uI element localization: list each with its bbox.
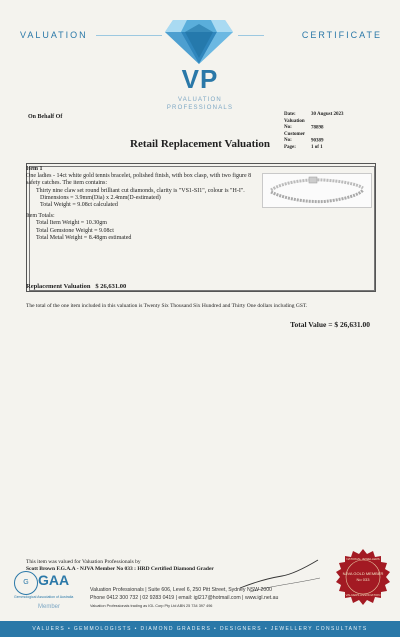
contact-details — [90, 586, 278, 610]
diamond-logo-icon — [163, 18, 235, 66]
item-heading: Item 1 — [26, 166, 43, 172]
item-total-row: Total Metal Weight = 8.48gm estimated — [36, 234, 132, 241]
logo-sub-line-1: VALUATION — [178, 97, 222, 103]
seal-icon — [334, 548, 392, 606]
logo-sub-line-2: PROFESSIONALS — [166, 105, 234, 111]
meta-row — [284, 119, 344, 132]
header-right-label: CERTIFICATE — [301, 30, 382, 40]
header-rule-left — [96, 35, 162, 36]
gaa-member-logo — [14, 571, 84, 615]
meta-value: 1 of 1 — [311, 144, 323, 150]
meta-label: Customer No: — [284, 131, 306, 143]
gaa-subtitle: Gemmological Association of Australia — [14, 595, 74, 599]
header-left-label: VALUATION — [20, 30, 88, 40]
item-description — [26, 166, 259, 242]
replacement-valuation — [26, 283, 126, 290]
seal-center-2: No 033 — [356, 577, 370, 582]
item-dimensions: Dimensions = 3.9mm(Dia) x 2.4mm(D-estimated) — [40, 194, 161, 201]
item-totals-heading: Item Totals: — [26, 213, 55, 220]
njva-seal — [334, 548, 392, 606]
certificate-header — [0, 18, 400, 113]
bracelet-image-icon — [263, 174, 371, 207]
seal-center-1: NJVA GOLD MEMBER — [342, 571, 384, 576]
contact-phone-email: Phone 0412 300 732 | 02 9283 0419 | email: igl217@hotmail.com | www.igl.net.au — [90, 595, 279, 601]
on-behalf-of-label: On Behalf Of — [28, 114, 63, 120]
seal-top-text: NATIONAL JEWELLERS — [346, 557, 380, 561]
meta-label: Date: — [284, 112, 296, 117]
header-rule-right — [238, 35, 264, 36]
services-bar: VALUERS • GEMMOLOGISTS • DIAMOND GRADERS • DESIGNERS • JEWELLERY CONSULTANTS — [0, 621, 400, 637]
item-total-row: Total Item Weight = 10.30gm — [36, 220, 107, 227]
replacement-valuation-label: Replacement Valuation — [26, 283, 91, 290]
item-line-2: Thirty nine claw set round brilliant cut diamonds, clarity is "VS1-SI1", colour is "H-I". — [36, 187, 245, 194]
item-line-1: One ladies - 14ct white gold tennis bracelet, polished finish, with box clasp, with two figure 8 safety catches. The item contains: — [26, 173, 252, 187]
meta-value: 78898 — [311, 125, 324, 130]
logo-monogram: VP — [181, 64, 219, 94]
seal-bottom-text: VALUERS ASSOCIATION — [345, 593, 381, 597]
meta-label: Page: — [284, 144, 296, 150]
gaa-mark-icon: G — [14, 571, 38, 595]
contact-abn: Valuation Professionals trading as IGL Corp Pty Ltd ABN 25 734 397 496 — [90, 604, 213, 608]
bracelet-photo — [262, 173, 372, 208]
meta-value: 30 August 2023 — [311, 112, 344, 117]
valuer-note-line-2: Scott Brown F.G.A.A - NJVA Member No 033 : HRD Certified Diamond Grader — [26, 566, 214, 572]
item-total-row: Total Gemstone Weight = 9.08ct — [36, 227, 114, 234]
valuer-note-line-1: This item was valued for Valuation Professionals by — [26, 559, 141, 565]
contact-address: Valuation Professionals | Suite 606, Level 6, 250 Pitt Street, Sydney NSW 2000 — [90, 587, 273, 593]
gaa-member-label: Member — [38, 604, 61, 610]
replacement-valuation-amount: $ 26,631.00 — [95, 283, 127, 290]
gaa-name: GAA — [38, 572, 70, 588]
total-sentence: The total of the one item included in this valuation is Twenty Six Thousand Six Hundred and Thirty One dollars including GST. — [26, 303, 308, 309]
meta-label: Valuation No: — [284, 118, 305, 130]
document-title: Retail Replacement Valuation — [130, 138, 270, 150]
total-value: Total Value = $ 26,631.00 — [290, 320, 370, 329]
item-total-weight: Total Weight = 9.08ct calculated — [40, 202, 118, 209]
meta-value: 90389 — [311, 138, 324, 143]
logo-subtitle — [0, 96, 400, 112]
